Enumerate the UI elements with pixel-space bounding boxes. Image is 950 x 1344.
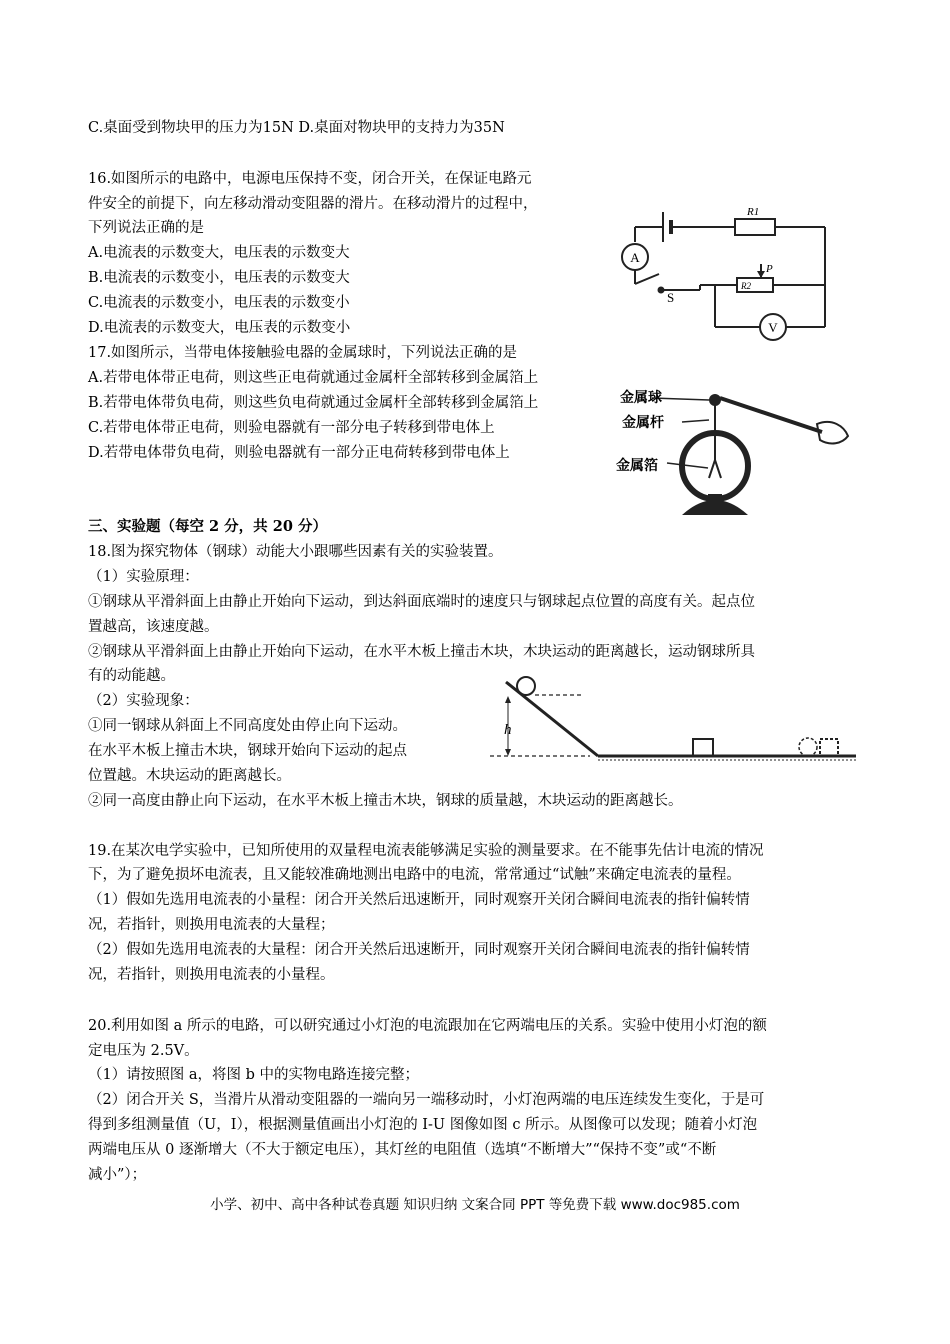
q19-line-4: 况，若指针，则换用电流表的大量程； [88, 917, 335, 933]
q20-line-7: 减小”）； [88, 1167, 147, 1183]
q18-principle-2-line-2: 有的动能越。 [88, 668, 175, 684]
voltmeter-symbol: V [768, 320, 778, 335]
q16-option-a: A.电流表的示数变大，电压表的示数变大 [88, 245, 350, 261]
q20-line-4: （2）闭合开关 S，当滑片从滑动变阻器的一端向另一端移动时，小灯泡两端的电压连续发生变化，于是可 [88, 1092, 765, 1108]
q18-part-1-title: （1）实验原理： [88, 569, 199, 585]
q17-stem: 17.如图所示，当带电体接触验电器的金属球时，下列说法正确的是 [88, 345, 518, 361]
q18-phenomenon-1-line-2: 在水平木板上撞击木块，钢球开始向下运动的起点 [88, 743, 407, 759]
q17-option-b: B.若带电体带负电荷，则这些负电荷就通过金属杆全部转移到金属箔上 [88, 395, 539, 411]
q18-incline-diagram [490, 670, 860, 772]
ammeter-symbol: A [630, 250, 640, 265]
q16-stem-line-3: 下列说法正确的是 [88, 220, 204, 236]
q17-electroscope-diagram [612, 380, 855, 520]
q18-part-2-title: （2）实验现象： [88, 693, 199, 709]
q18-phenomenon-1-line-3: 位置越。木块运动的距离越长。 [88, 768, 291, 784]
q16-option-b: B.电流表的示数变小，电压表的示数变大 [88, 270, 350, 286]
q20-line-5: 得到多组测量值（U，I），根据测量值画出小灯泡的 I-U 图像如图 c 所示。从图像可以发现；随着小灯泡 [88, 1117, 758, 1133]
q17-option-c: C.若带电体带正电荷，则验电器就有一部分电子转移到带电体上 [88, 420, 495, 436]
q19-line-2: 下，为了避免损坏电流表，且又能较准确地测出电路中的电流，常常通过“试触”来确定电流表的量程。 [88, 867, 741, 883]
metal-rod-label: 金属杆 [622, 415, 664, 431]
q20-line-1: 20.利用如图 a 所示的电路，可以研究通过小灯泡的电流跟加在它两端电压的关系。实验中使用小灯泡的额 [88, 1018, 767, 1034]
q16-stem-line-2: 件安全的前提下，向左移动滑动变阻器的滑片。在移动滑片的过程中， [88, 196, 538, 212]
q15-options-cd: C.桌面受到物块甲的压力为15N D.桌面对物块甲的支持力为35N [88, 120, 505, 136]
q17-option-d: D.若带电体带负电荷，则验电器就有一部分正电荷转移到带电体上 [88, 445, 510, 461]
q20-line-6: 两端电压从 0 逐渐增大（不大于额定电压），其灯丝的电阻值（选填“不断增大”“保持不变”或“不断 [88, 1142, 717, 1158]
q16-option-d: D.电流表的示数变大，电压表的示数变小 [88, 320, 351, 336]
r2-label: R2 [741, 281, 751, 291]
q18-phenomenon-2: ②同一高度由静止向下运动，在水平木板上撞击木块，钢球的质量越，木块运动的距离越长。 [88, 793, 683, 809]
r1-label: R1 [747, 206, 760, 218]
section-heading: 三、实验题（每空 2 分，共 20 分） [88, 518, 327, 535]
q16-option-c: C.电流表的示数变小，电压表的示数变小 [88, 295, 350, 311]
metal-foil-label: 金属箔 [616, 458, 658, 474]
q18-phenomenon-1-line-1: ①同一钢球从斜面上不同高度处由停止向下运动。 [88, 718, 407, 734]
q18-principle-1-line-2: 置越高，该速度越。 [88, 619, 219, 635]
q20-line-3: （1）请按照图 a，将图 b 中的实物电路连接完整； [88, 1067, 419, 1083]
slider-label: P [766, 263, 773, 275]
q19-line-3: （1）假如先选用电流表的小量程：闭合开关然后迅速断开，同时观察开关闭合瞬间电流表的指针偏转情 [88, 892, 750, 908]
q19-line-1: 19.在某次电学实验中，已知所使用的双量程电流表能够满足实验的测量要求。在不能事先估计电流的情况 [88, 843, 764, 859]
page-footer: 小学、初中、高中各种试卷真题 知识归纳 文案合同 PPT 等免费下载 www.doc985.com [210, 1197, 740, 1213]
q17-option-a: A.若带电体带正电荷，则这些正电荷就通过金属杆全部转移到金属箔上 [88, 370, 539, 386]
q18-principle-2-line-1: ②钢球从平滑斜面上由静止开始向下运动，在水平木板上撞击木块，木块运动的距离越长，运动钢球所具 [88, 644, 755, 660]
metal-ball-label: 金属球 [620, 390, 662, 406]
q18-principle-1-line-1: ①钢球从平滑斜面上由静止开始向下运动，到达斜面底端时的速度只与钢球起点位置的高度有关。起点位 [88, 594, 755, 610]
q19-line-6: 况，若指针，则换用电流表的小量程。 [88, 967, 335, 983]
height-label: h [504, 722, 512, 738]
q18-stem: 18.图为探究物体（钢球）动能大小跟哪些因素有关的实验装置。 [88, 544, 503, 560]
q16-circuit-diagram [615, 192, 855, 342]
q19-line-5: （2）假如先选用电流表的大量程：闭合开关然后迅速断开，同时观察开关闭合瞬间电流表的指针偏转情 [88, 942, 750, 958]
q20-line-2: 定电压为 2.5V。 [88, 1043, 199, 1059]
q16-stem-line-1: 16.如图所示的电路中，电源电压保持不变，闭合开关，在保证电路元 [88, 171, 532, 187]
switch-label: S [667, 290, 675, 305]
